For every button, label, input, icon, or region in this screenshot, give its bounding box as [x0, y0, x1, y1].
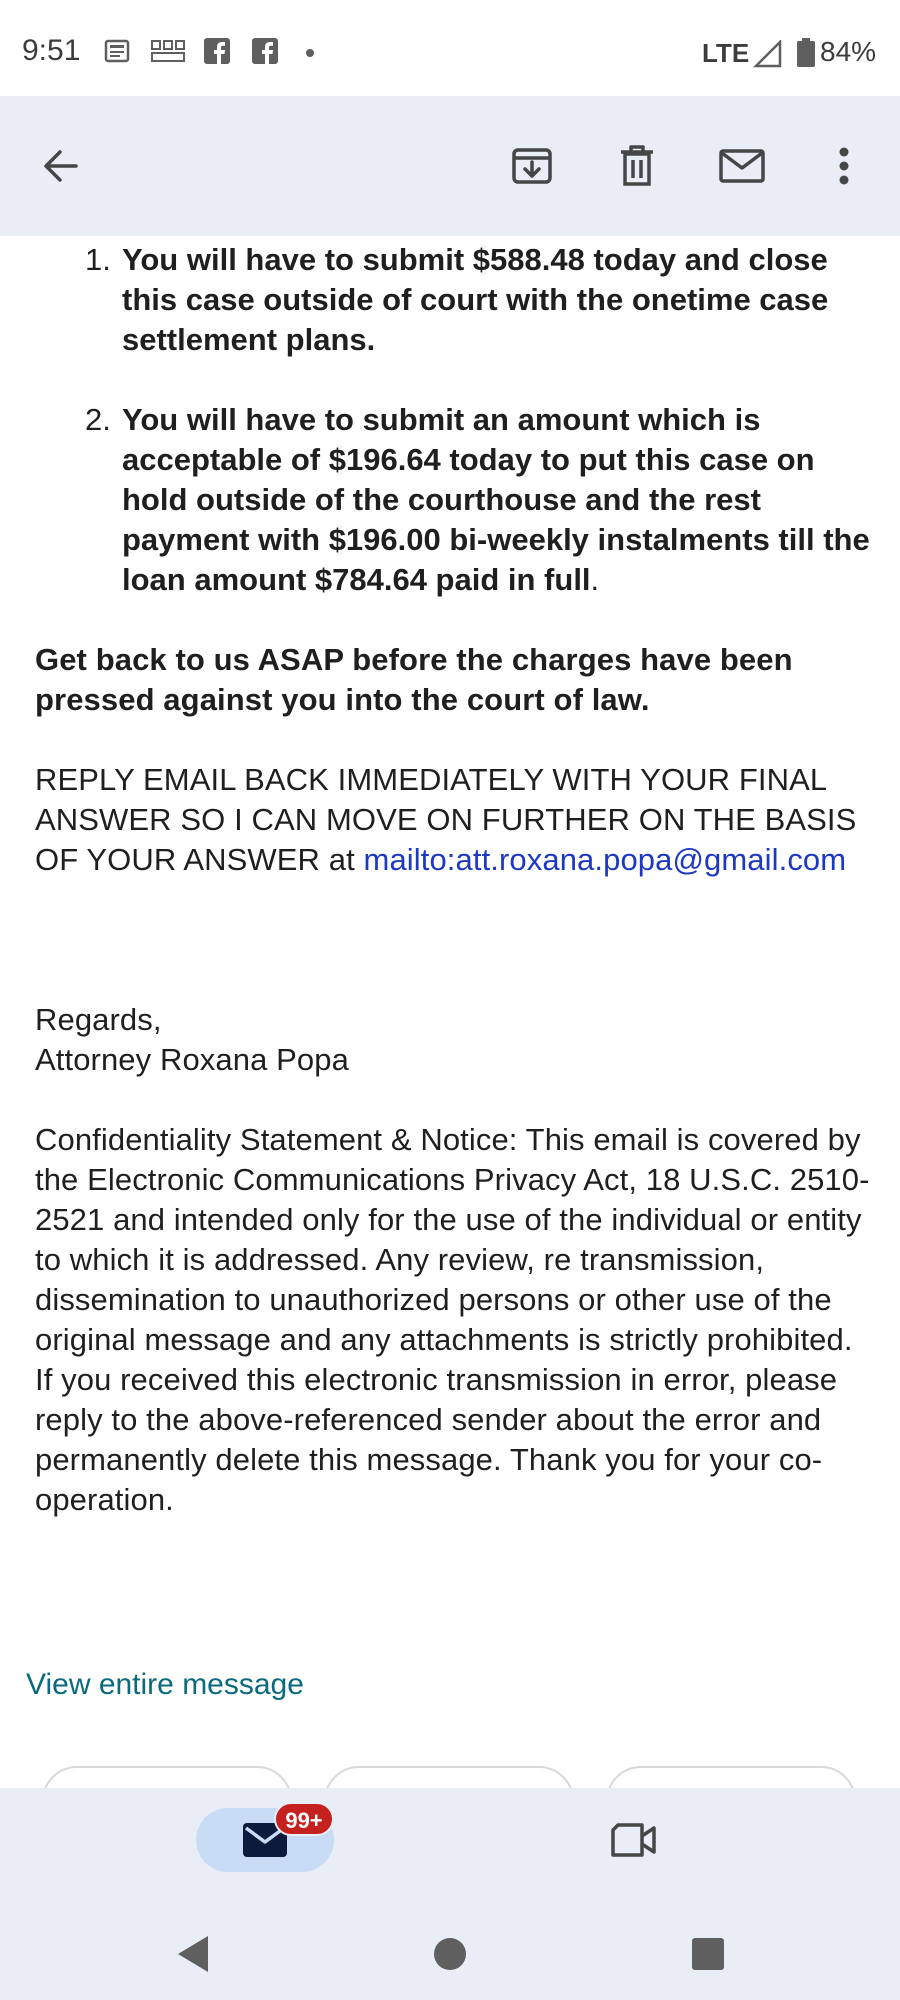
email-body [0, 236, 900, 1788]
system-back-icon[interactable] [170, 1932, 214, 1976]
network-type: LTE [702, 38, 750, 68]
archive-icon[interactable] [502, 136, 562, 196]
delete-icon[interactable] [607, 136, 667, 196]
more-vert-icon[interactable] [814, 136, 874, 196]
system-navigation-bar [0, 1910, 900, 2000]
forward-chip[interactable] [606, 1766, 856, 1788]
notification-dot-icon [306, 49, 314, 57]
regards-text: Regards, [35, 1002, 162, 1037]
bottom-navigation [0, 1788, 900, 1910]
app-bar [0, 96, 900, 236]
settlement-options-list [35, 240, 875, 640]
meet-video-icon [610, 1822, 658, 1858]
facebook-icon [252, 38, 278, 64]
reply-text: REPLY EMAIL BACK IMMEDIATELY WITH YOUR FINAL ANSWER SO I CAN MOVE ON FURTHER ON THE BASIS OF YOUR ANSWER at [35, 762, 857, 877]
news-icon [104, 38, 130, 64]
list-item-text: You will have to submit an amount which is acceptable of $196.64 today to put this case on hold outside of the courthouse and the rest payment with $196.00 bi-weekly instalments till the loan amount $784.64 paid in full [122, 402, 870, 597]
signature-text: Attorney Roxana Popa [35, 1042, 349, 1077]
system-home-icon[interactable] [428, 1932, 472, 1976]
back-arrow-icon[interactable] [30, 136, 90, 196]
mark-unread-icon[interactable] [712, 136, 772, 196]
view-entire-message-link[interactable]: View entire message [26, 1668, 304, 1701]
status-bar [0, 0, 900, 96]
status-time: 9:51 [22, 34, 81, 67]
system-recents-icon[interactable] [686, 1932, 730, 1976]
warning-text: Get back to us ASAP before the charges have been pressed against you into the court of law. [35, 642, 793, 717]
signal-icon [752, 40, 782, 73]
reply-chip[interactable] [42, 1766, 292, 1788]
email-link[interactable]: mailto:att.roxana.popa@gmail.com [363, 842, 847, 877]
battery-icon [796, 38, 816, 73]
confidentiality-notice: Confidentiality Statement & Notice: This email is covered by the Electronic Communications Privacy Act, 18 U.S.C. 2510-2521 and intended only for the use of the individual or entity to which it is addressed. Any review, re transmission, dissemination to unauthorized persons or other use of the original message and any attachments is strictly prohibited. If you received this electronic transmission in error, please reply to the above-referenced sender about the error and permanently delete this message. Thank you for your co-operation. [35, 1122, 870, 1517]
reply-instruction [35, 760, 875, 880]
facebook-icon [204, 38, 230, 64]
unread-badge: 99+ [274, 1802, 334, 1836]
list-item-text: You will have to submit $588.48 today and close this case outside of court with the onetime case settlement plans. [122, 242, 829, 357]
battery-percent: 84% [820, 36, 877, 67]
temu-icon [150, 38, 186, 64]
reply-all-chip[interactable] [324, 1766, 574, 1788]
list-item: 1. You will have to submit $588.48 today and close this case outside of court with the onetime case settlement plans. [85, 242, 829, 357]
list-item: 2. You will have to submit an amount which is acceptable of $196.64 today to put this case on hold outside of the courthouse and the rest payment with $196.00 bi-weekly instalments till the loan amount $784.64 paid in full. [85, 402, 870, 597]
meet-tab[interactable] [604, 1812, 664, 1868]
